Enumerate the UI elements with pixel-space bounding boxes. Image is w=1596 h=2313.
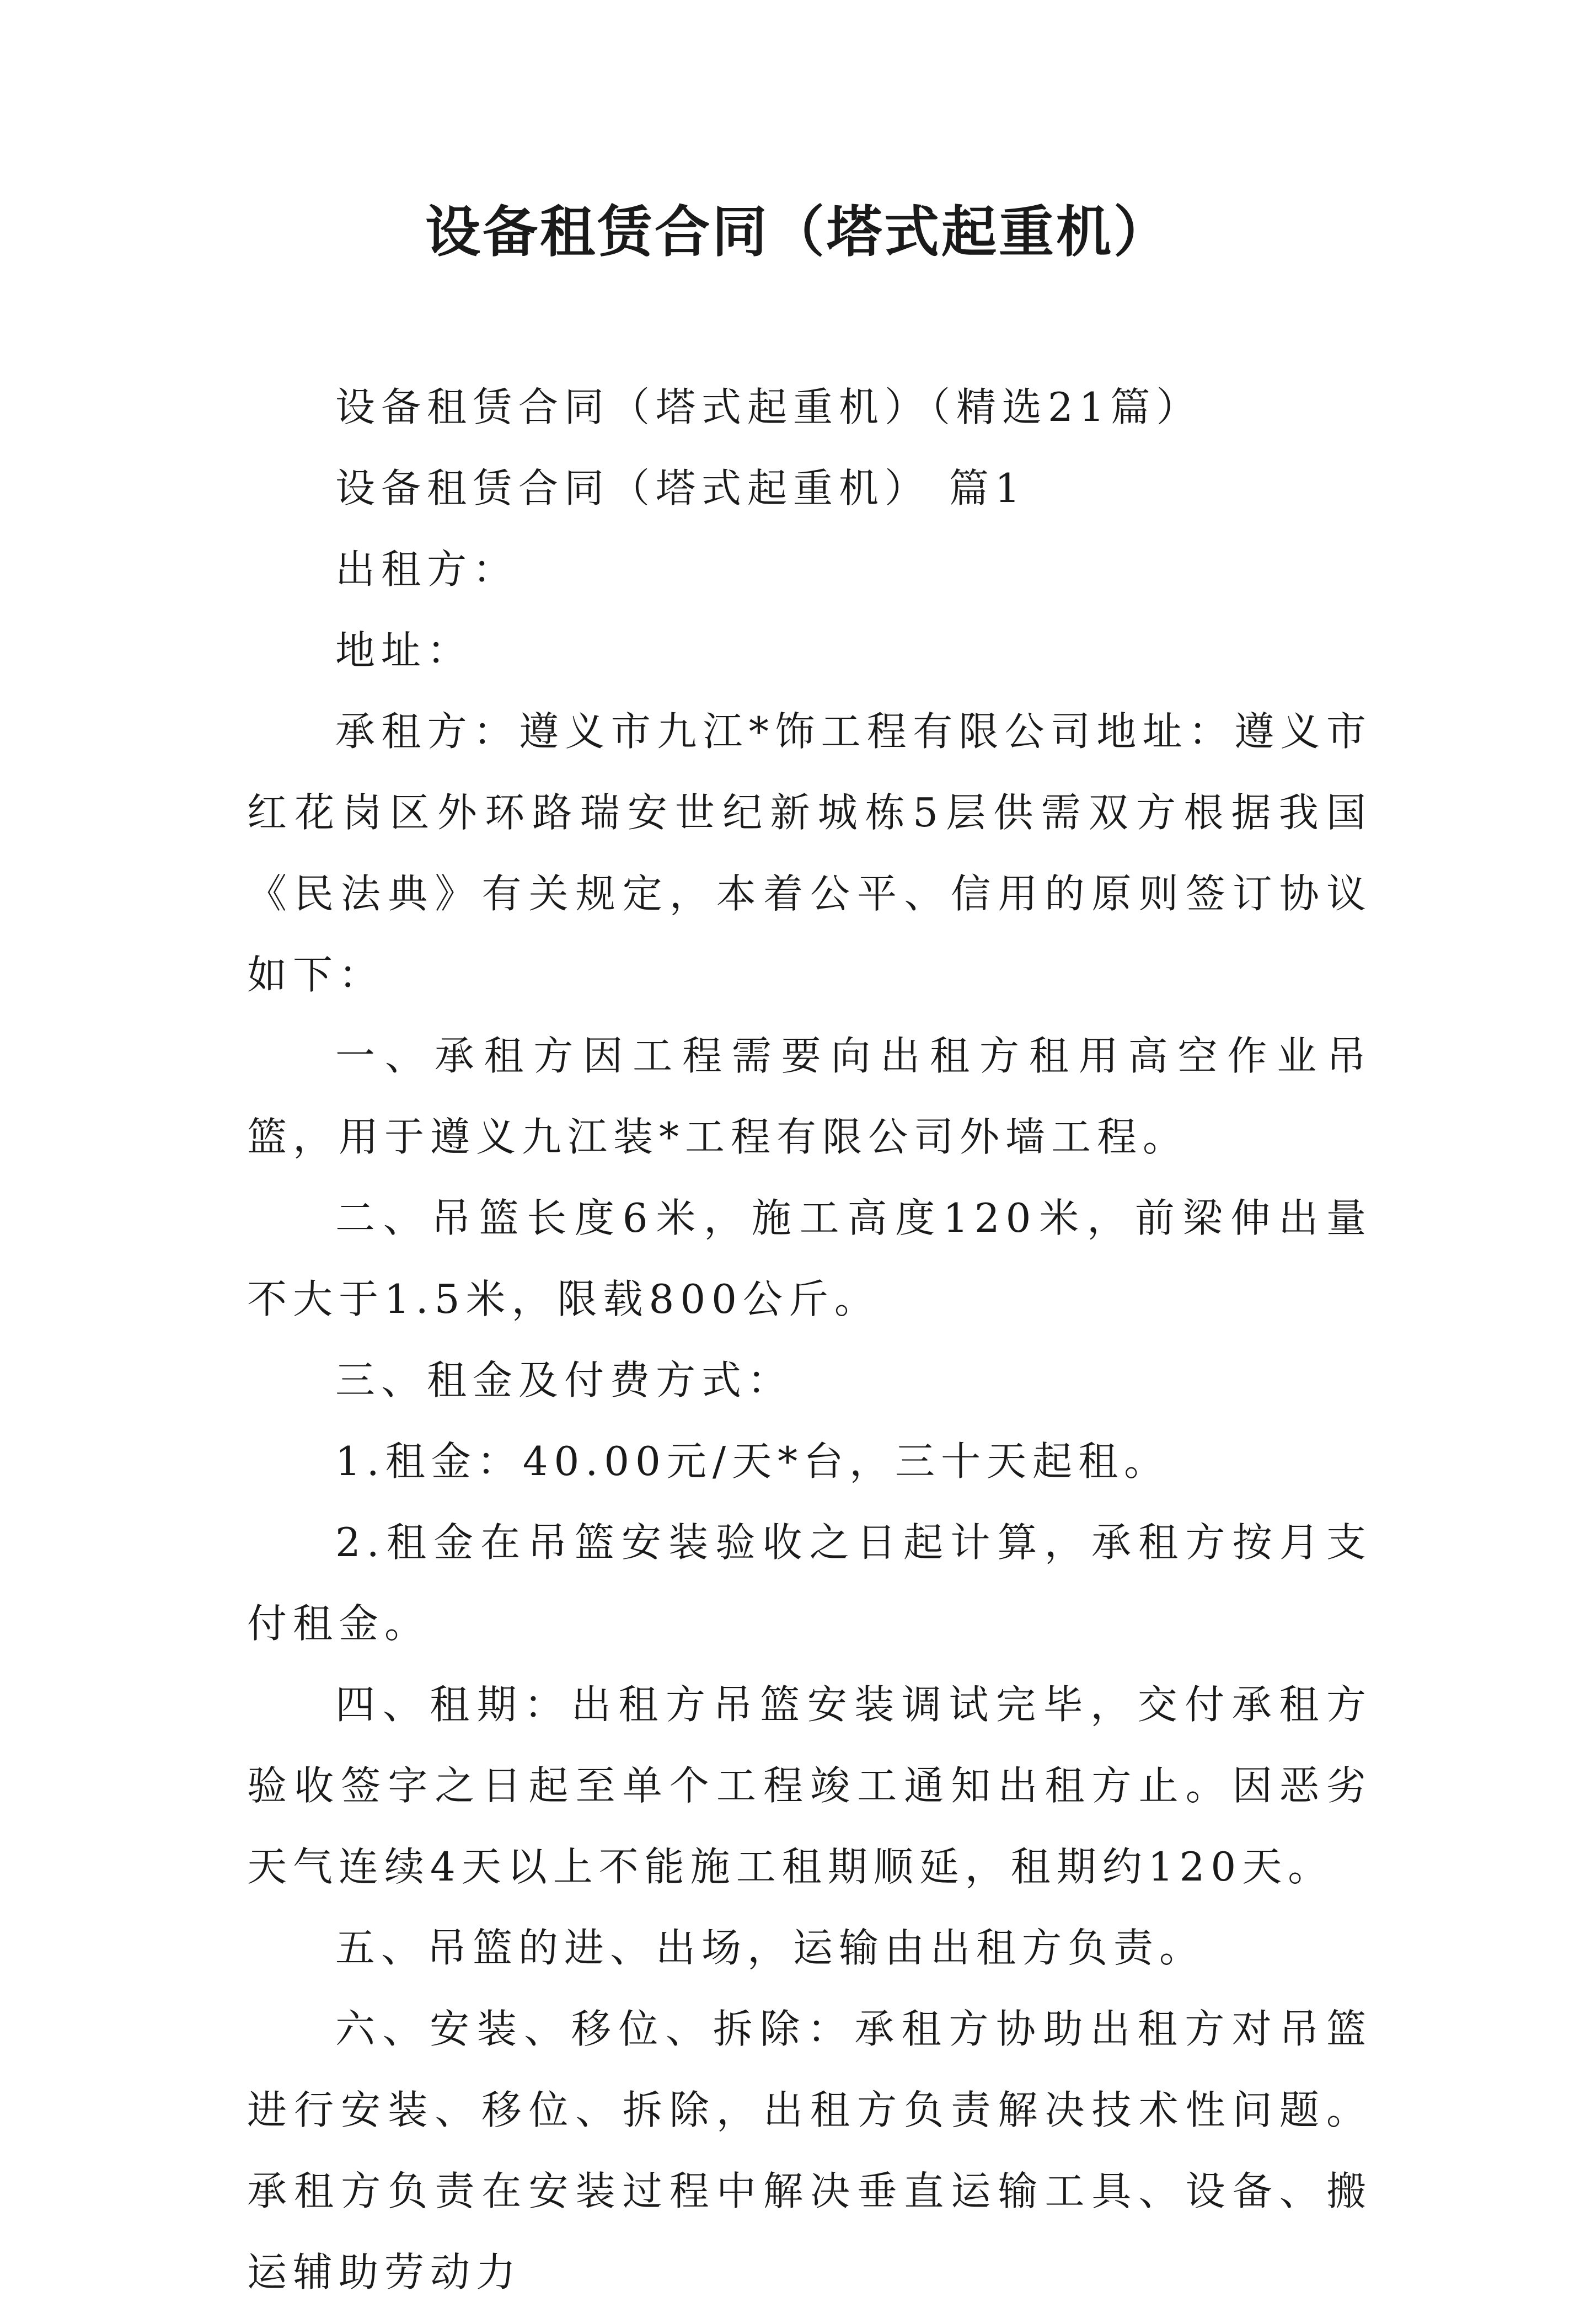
- paragraph-lessee: 承租方：遵义市九江*饰工程有限公司地址：遵义市红花岗区外环路瑞安世纪新城栋5层供需双方根据我国《民法典》有关规定，本着公平、信用的原则签订协议如下：: [247, 708, 1372, 998]
- paragraph-clause-5: 五、吊篮的进、出场，运输由出租方负责。: [335, 1925, 1206, 1971]
- paragraph-lessor: 出租方：: [335, 546, 519, 592]
- paragraph-clause-3-item-2: 2.租金在吊篮安装验收之日起计算，承租方按月支付租金。: [247, 1519, 1372, 1647]
- paragraph-section-heading: 设备租赁合同（塔式起重机） 篇1: [335, 465, 1026, 511]
- paragraph-clause-3-item-1: 1.租金：40.00元/天*台，三十天起租。: [335, 1438, 1170, 1484]
- paragraph-clause-1: 一、承租方因工程需要向出租方租用高空作业吊篮，用于遵义九江装*工程有限公司外墙工程。: [247, 1033, 1372, 1160]
- document-title: 设备租赁合同（塔式起重机）: [425, 199, 1171, 264]
- paragraph-clause-2: 二、吊篮长度6米，施工高度120米，前梁伸出量不大于1.5米，限载800公斤。: [247, 1195, 1372, 1322]
- paragraph-clause-6: 六、安装、移位、拆除：承租方协助出租方对吊篮进行安装、移位、拆除，出租方负责解决技术性问题。承租方负责在安装过程中解决垂直运输工具、设备、搬运辅助劳动力: [247, 2006, 1372, 2295]
- document-body: [247, 367, 1372, 2313]
- paragraph-clause-4: 四、租期：出租方吊篮安装调试完毕，交付承租方验收签字之日起至单个工程竣工通知出租方止。因恶劣天气连续4天以上不能施工租期顺延，租期约120天。: [247, 1681, 1372, 1890]
- paragraph-collection-title: 设备租赁合同（塔式起重机）（精选21篇）: [335, 384, 1202, 430]
- paragraph-lessor-address: 地址：: [335, 627, 473, 674]
- paragraph-clause-3: 三、租金及付费方式：: [335, 1357, 794, 1403]
